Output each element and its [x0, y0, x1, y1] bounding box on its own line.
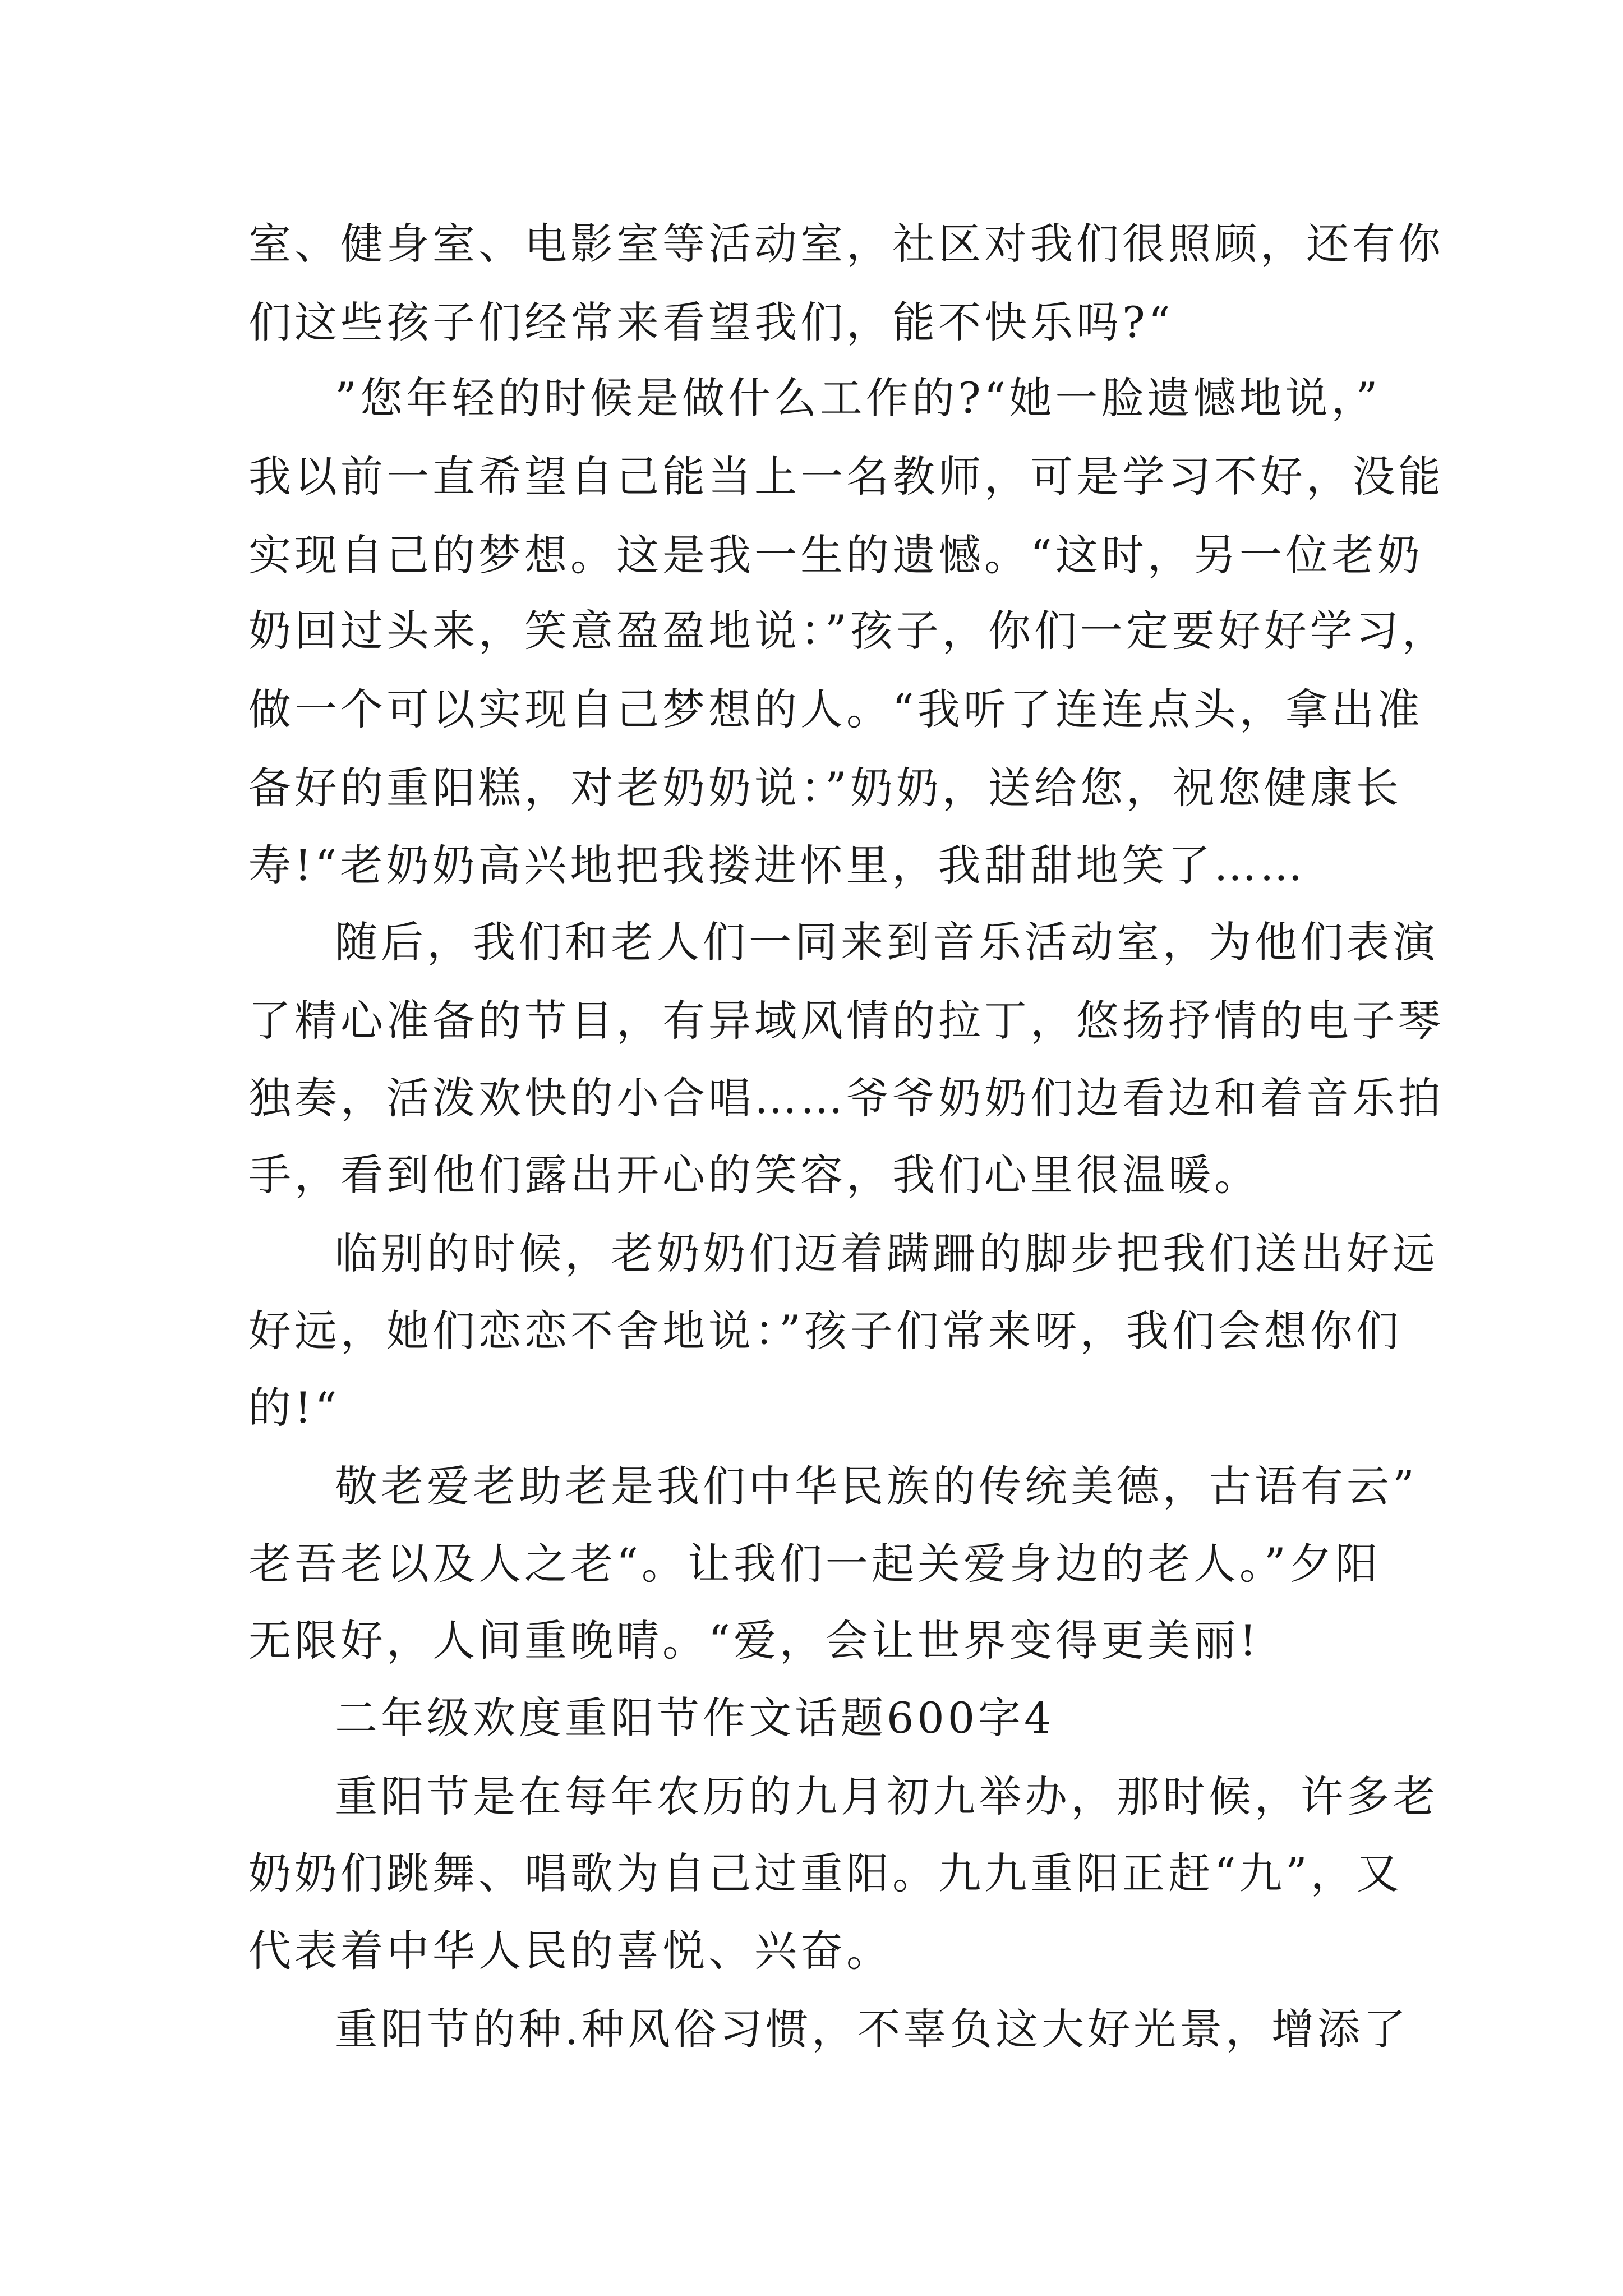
- text-line: 奶回过头来，笑意盈盈地说：”孩子，你们一定要好好学习，: [248, 606, 1448, 656]
- paragraph-start-line: 敬老爱老助老是我们中华民族的传统美德，古语有云”: [335, 1461, 1418, 1511]
- paragraph-start-line: 重阳节是在每年农历的九月初九举办，那时候，许多老: [335, 1772, 1438, 1821]
- text-line: 们这些孩子们经常来看望我们，能不快乐吗?“: [248, 297, 1174, 347]
- text-line: 的!“: [248, 1383, 340, 1433]
- text-line: 好远，她们恋恋不舍地说：”孩子们常来呀，我们会想你们: [248, 1306, 1402, 1356]
- text-line: 寿!“老奶奶高兴地把我搂进怀里，我甜甜地笑了……: [248, 840, 1306, 890]
- paragraph-start-line: 随后，我们和老人们一同来到音乐活动室，为他们表演: [335, 917, 1438, 967]
- text-line: 奶奶们跳舞、唱歌为自己过重阳。九九重阳正赶“九”，又: [248, 1848, 1403, 1898]
- text-line: 代表着中华人民的喜悦、兴奋。: [248, 1926, 892, 1976]
- text-line: 实现自己的梦想。这是我一生的遗憾。“这时，另一位老奶: [248, 530, 1423, 580]
- text-line: 了精心准备的节目，有异域风情的拉丁，悠扬抒情的电子琴: [248, 996, 1444, 1046]
- paragraph-start-line: 临别的时候，老奶奶们迈着蹒跚的脚步把我们送出好远: [335, 1228, 1438, 1278]
- text-line: 我以前一直希望自己能当上一名教师，可是学习不好，没能: [248, 452, 1444, 501]
- text-line: 手，看到他们露出开心的笑容，我们心里很温暖。: [248, 1150, 1260, 1200]
- paragraph-start-line: 重阳节的种.种风俗习惯，不辜负这大好光景，增添了: [335, 2004, 1410, 2054]
- paragraph-start-line: ”您年轻的时候是做什么工作的?“她一脸遗憾地说，”: [335, 373, 1381, 423]
- text-line: 室、健身室、电影室等活动室，社区对我们很照顾，还有你: [248, 219, 1444, 269]
- text-line: 老吾老以及人之老“。让我们一起关爱身边的老人。”夕阳: [248, 1539, 1381, 1589]
- section-heading: 二年级欢度重阳节作文话题600字4: [335, 1693, 1055, 1743]
- text-line: 做一个可以实现自己梦想的人。“我听了连连点头，拿出准: [248, 684, 1423, 734]
- text-line: 无限好，人间重晚晴。“爱，会让世界变得更美丽!: [248, 1616, 1260, 1665]
- text-line: 备好的重阳糕，对老奶奶说：”奶奶，送给您，祝您健康长: [248, 763, 1402, 813]
- text-line: 独奏，活泼欢快的小合唱……爷爷奶奶们边看边和着音乐拍: [248, 1073, 1444, 1123]
